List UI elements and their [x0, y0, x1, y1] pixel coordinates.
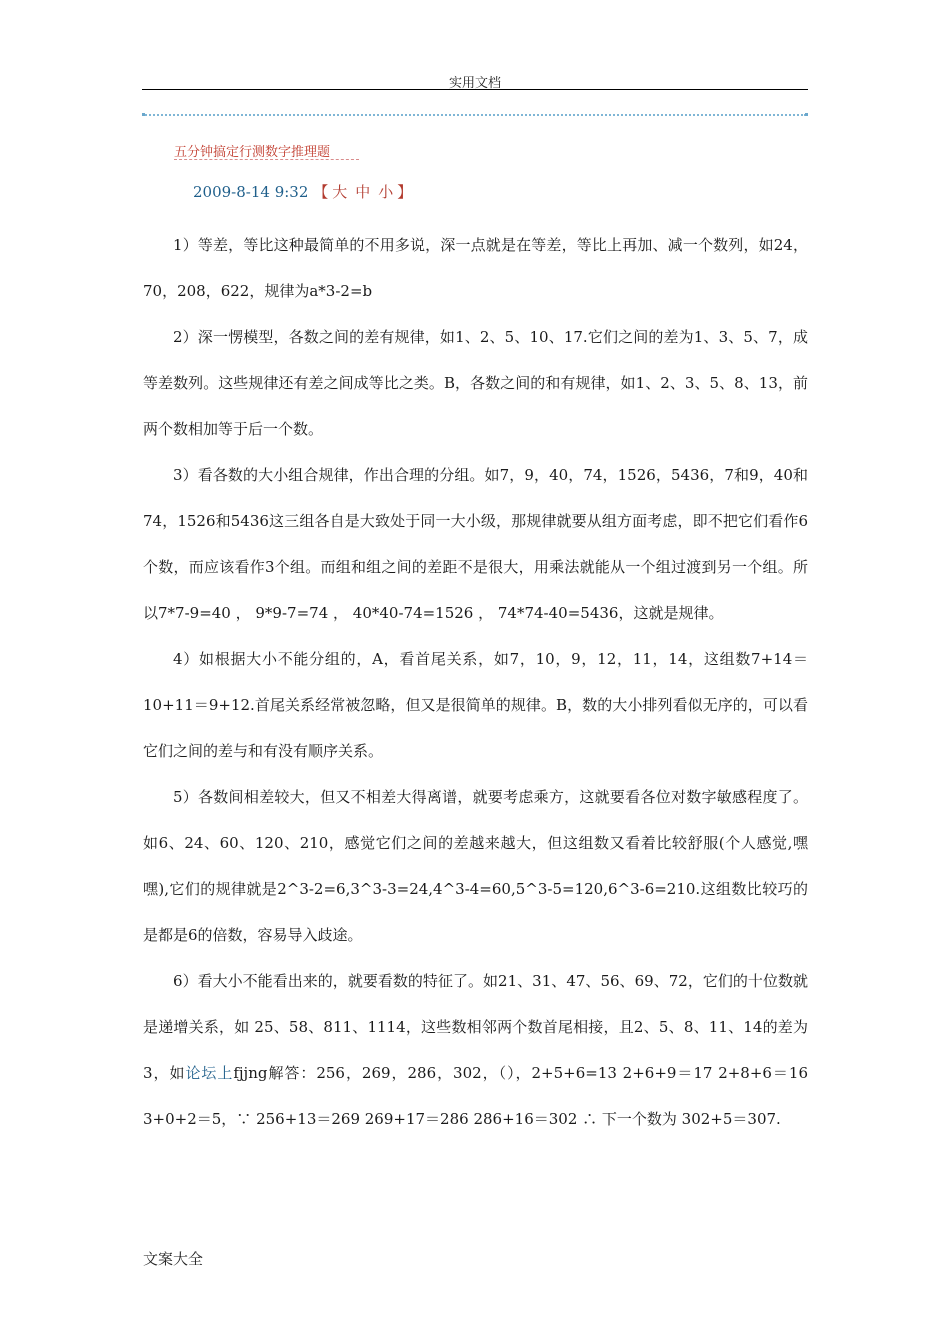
font-size-large-link[interactable]: 大 — [332, 183, 348, 201]
size-open-bracket: 【 — [313, 183, 329, 201]
header-rule — [142, 89, 808, 90]
paragraph-4: 4）如根据大小不能分组的，A，看首尾关系，如7，10，9，12，11，14，这组数7+14＝10+11＝9+12.首尾关系经常被忽略，但又是很简单的规律。B，数的大小排列看似无序的，可以看它们之间的差与和有没有顺序关系。 — [143, 650, 808, 760]
font-size-controls — [313, 183, 412, 201]
paragraph-1: 1）等差，等比这种最简单的不用多说，深一点就是在等差，等比上再加、减一个数列，如24，70，208，622，规律为a*3-2=b — [143, 236, 808, 300]
article-datetime: 2009-8-14 9:32 — [193, 183, 309, 201]
paragraph-5: 5）各数间相差较大，但又不相差大得离谱，就要考虑乘方，这就要看各位对数字敏感程度了。如6、24、60、120、210，感觉它们之间的差越来越大，但这组数又看着比较舒服(个人感觉,嘿嘿),它们的规律就是2^3-2=6,3^3-3=24,4^3-4=60,5^3-5=120,6^3-6=210.这组数比较巧的是都是6的倍数，容易导入歧途。 — [143, 788, 808, 944]
size-close-bracket: 】 — [397, 183, 413, 201]
forum-link[interactable]: 论坛上 — [185, 1064, 234, 1082]
paragraph-6-part-1: 6）看大小不能看出来的，就要看数的特征了。如21、31、47、56、69、72，它们的十位数就是递增关系，如 25、58、811、1114，这些数相邻两个数首尾相接，且2、5、8、11、14的差为3，如 — [143, 972, 808, 1082]
font-size-small-link[interactable]: 小 — [378, 183, 394, 201]
paragraph-2: 2）深一愣模型，各数之间的差有规律，如1、2、5、10、17.它们之间的差为1、3、5、7，成等差数列。这些规律还有差之间成等比之类。B，各数之间的和有规律，如1、2、3、5、8、13，前两个数相加等于后一个数。 — [143, 328, 808, 438]
paragraph-3: 3）看各数的大小组合规律，作出合理的分组。如7，9，40，74，1526，5436，7和9，40和74，1526和5436这三组各自是大致处于同一大小级，那规律就要从组方面考虑，即不把它们看作6个数，而应该看作3个组。而组和组之间的差距不是很大，用乘法就能从一个组过渡到另一个组。所以7*7-9=40 ， 9*9-7=74 ， 40*40-74=1526 ， 74*74-40=5436，这就是规律。 — [143, 466, 808, 622]
paragraph-6 — [143, 958, 808, 1142]
divider-right-dot — [805, 113, 808, 116]
article-title[interactable]: 五分钟搞定行测数字推理题 — [174, 145, 331, 160]
font-size-medium-link[interactable]: 中 — [355, 183, 371, 201]
page-footer-text: 文案大全 — [143, 1250, 204, 1268]
article-title-underline — [174, 159, 359, 160]
paragraph-6-part-2: fjjng解答：256，269，286，302，（），2+5+6=13 2+6+9＝17 2+8+6＝16 3+0+2＝5，∵ 256+13＝269 269+17＝286 286+16＝302 ∴ 下一个数为 302+5＝307. — [143, 1064, 808, 1128]
article-body — [143, 222, 808, 1142]
divider-left-dot — [142, 113, 145, 116]
article-meta — [193, 181, 412, 202]
dotted-divider — [142, 114, 806, 116]
page-header-title: 实用文档 — [448, 76, 501, 91]
